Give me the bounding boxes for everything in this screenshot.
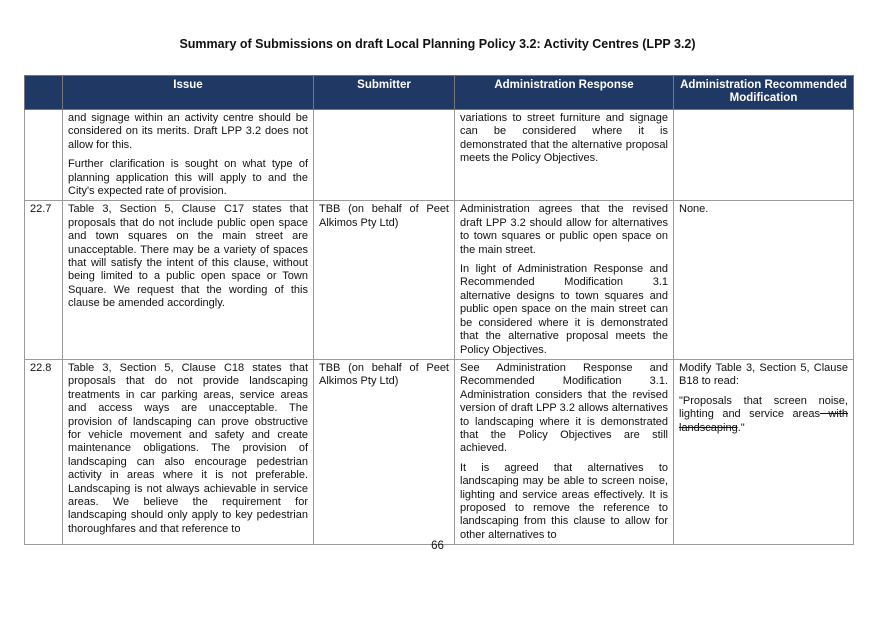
modification-intro: None.	[679, 203, 709, 216]
modification-cell	[674, 201, 854, 359]
submissions-table	[24, 75, 854, 545]
issue-cell	[63, 359, 314, 544]
quote-closing: ."	[737, 421, 745, 434]
header-submitter: Submitter	[314, 76, 455, 110]
row-number: 22.7	[25, 201, 63, 359]
quote-text: "Proposals that screen noise, lighting and service areas	[679, 394, 848, 421]
response-paragraph: It is agreed that alternatives to landscaping may be able to screen noise, lighting and service areas effectively. It is proposed to remove the reference to landscaping from this clause to allow for other alternatives to	[460, 461, 668, 541]
row-number: 22.8	[25, 359, 63, 544]
header-response: Administration Response	[455, 76, 674, 110]
issue-cell	[63, 201, 314, 359]
submitter-cell	[314, 359, 455, 544]
issue-paragraph: Table 3, Section 5, Clause C18 states that proposals that do not provide landscaping treatments in car parking areas, service areas and access ways are unacceptable. The provision of landscaping can prove obstructive for vehicle movement and safety and create maintenance obligations. The provision of landscaping can also encourage pedestrian activity in areas where it is not preferable. Landscaping is not always achievable in service areas. We believe the requirement for landscaping should only apply to key pedestrian thoroughfares and that reference to	[68, 361, 308, 535]
table-row	[25, 110, 854, 201]
response-paragraph: Administration agrees that the revised draft LPP 3.2 should allow for alternatives to town squares or public open space on the main street.	[460, 203, 668, 256]
table-header-row	[25, 76, 854, 110]
modification-cell	[674, 110, 854, 201]
response-cell	[455, 110, 674, 201]
modification-cell	[674, 359, 854, 544]
response-cell	[455, 359, 674, 544]
table-row	[25, 201, 854, 359]
modification-intro: Modify Table 3, Section 5, Clause B18 to read:	[679, 361, 848, 388]
response-paragraph: variations to street furniture and signage can be considered where it is demonstrated that the alternative proposal meets the Policy Objectives.	[460, 112, 668, 165]
submitter-text: TBB (on behalf of Peet Alkimos Pty Ltd)	[319, 361, 449, 388]
response-paragraph: See Administration Response and Recommended Modification 3.1. Administration considers that the revised version of draft LPP 3.2 allows alternatives to landscaping where it is demonstrated that the Policy Objectives are still achieved.	[460, 361, 668, 455]
issue-paragraph: Further clarification is sought on what type of planning application this will apply to and the City's expected rate of provision.	[68, 158, 308, 198]
struck-text: with landscaping	[679, 408, 848, 434]
page-title: Summary of Submissions on draft Local Planning Policy 3.2: Activity Centres (LPP 3.2)	[179, 37, 696, 51]
issue-cell	[63, 110, 314, 201]
header-modification: Administration Recommended Modification	[674, 76, 854, 110]
issue-paragraph: Table 3, Section 5, Clause C17 states that proposals that do not include public open space and town squares on the main street are unacceptable. There may be a variety of spaces that will satisfy the intent of this clause, without being limited to a public open space or Town Square. We request that the wording of this clause be amended accordingly.	[68, 203, 308, 310]
header-number	[25, 76, 63, 110]
submitter-cell	[314, 201, 455, 359]
submitter-cell	[314, 110, 455, 201]
row-number	[25, 110, 63, 201]
issue-paragraph: and signage within an activity centre should be considered on its merits. Draft LPP 3.2 does not allow for this.	[68, 112, 308, 151]
modification-quote	[679, 395, 848, 435]
header-issue: Issue	[63, 76, 314, 110]
response-cell	[455, 201, 674, 359]
response-paragraph: In light of Administration Response and Recommended Modification 3.1 alternative designs to town squares and public open space on the main street can be considered where it is demonstrated that the alternative proposal meets the Policy Objectives.	[460, 263, 668, 356]
page-number: 66	[431, 540, 444, 552]
table-row	[25, 359, 854, 544]
submitter-text: TBB (on behalf of Peet Alkimos Pty Ltd)	[319, 203, 449, 229]
